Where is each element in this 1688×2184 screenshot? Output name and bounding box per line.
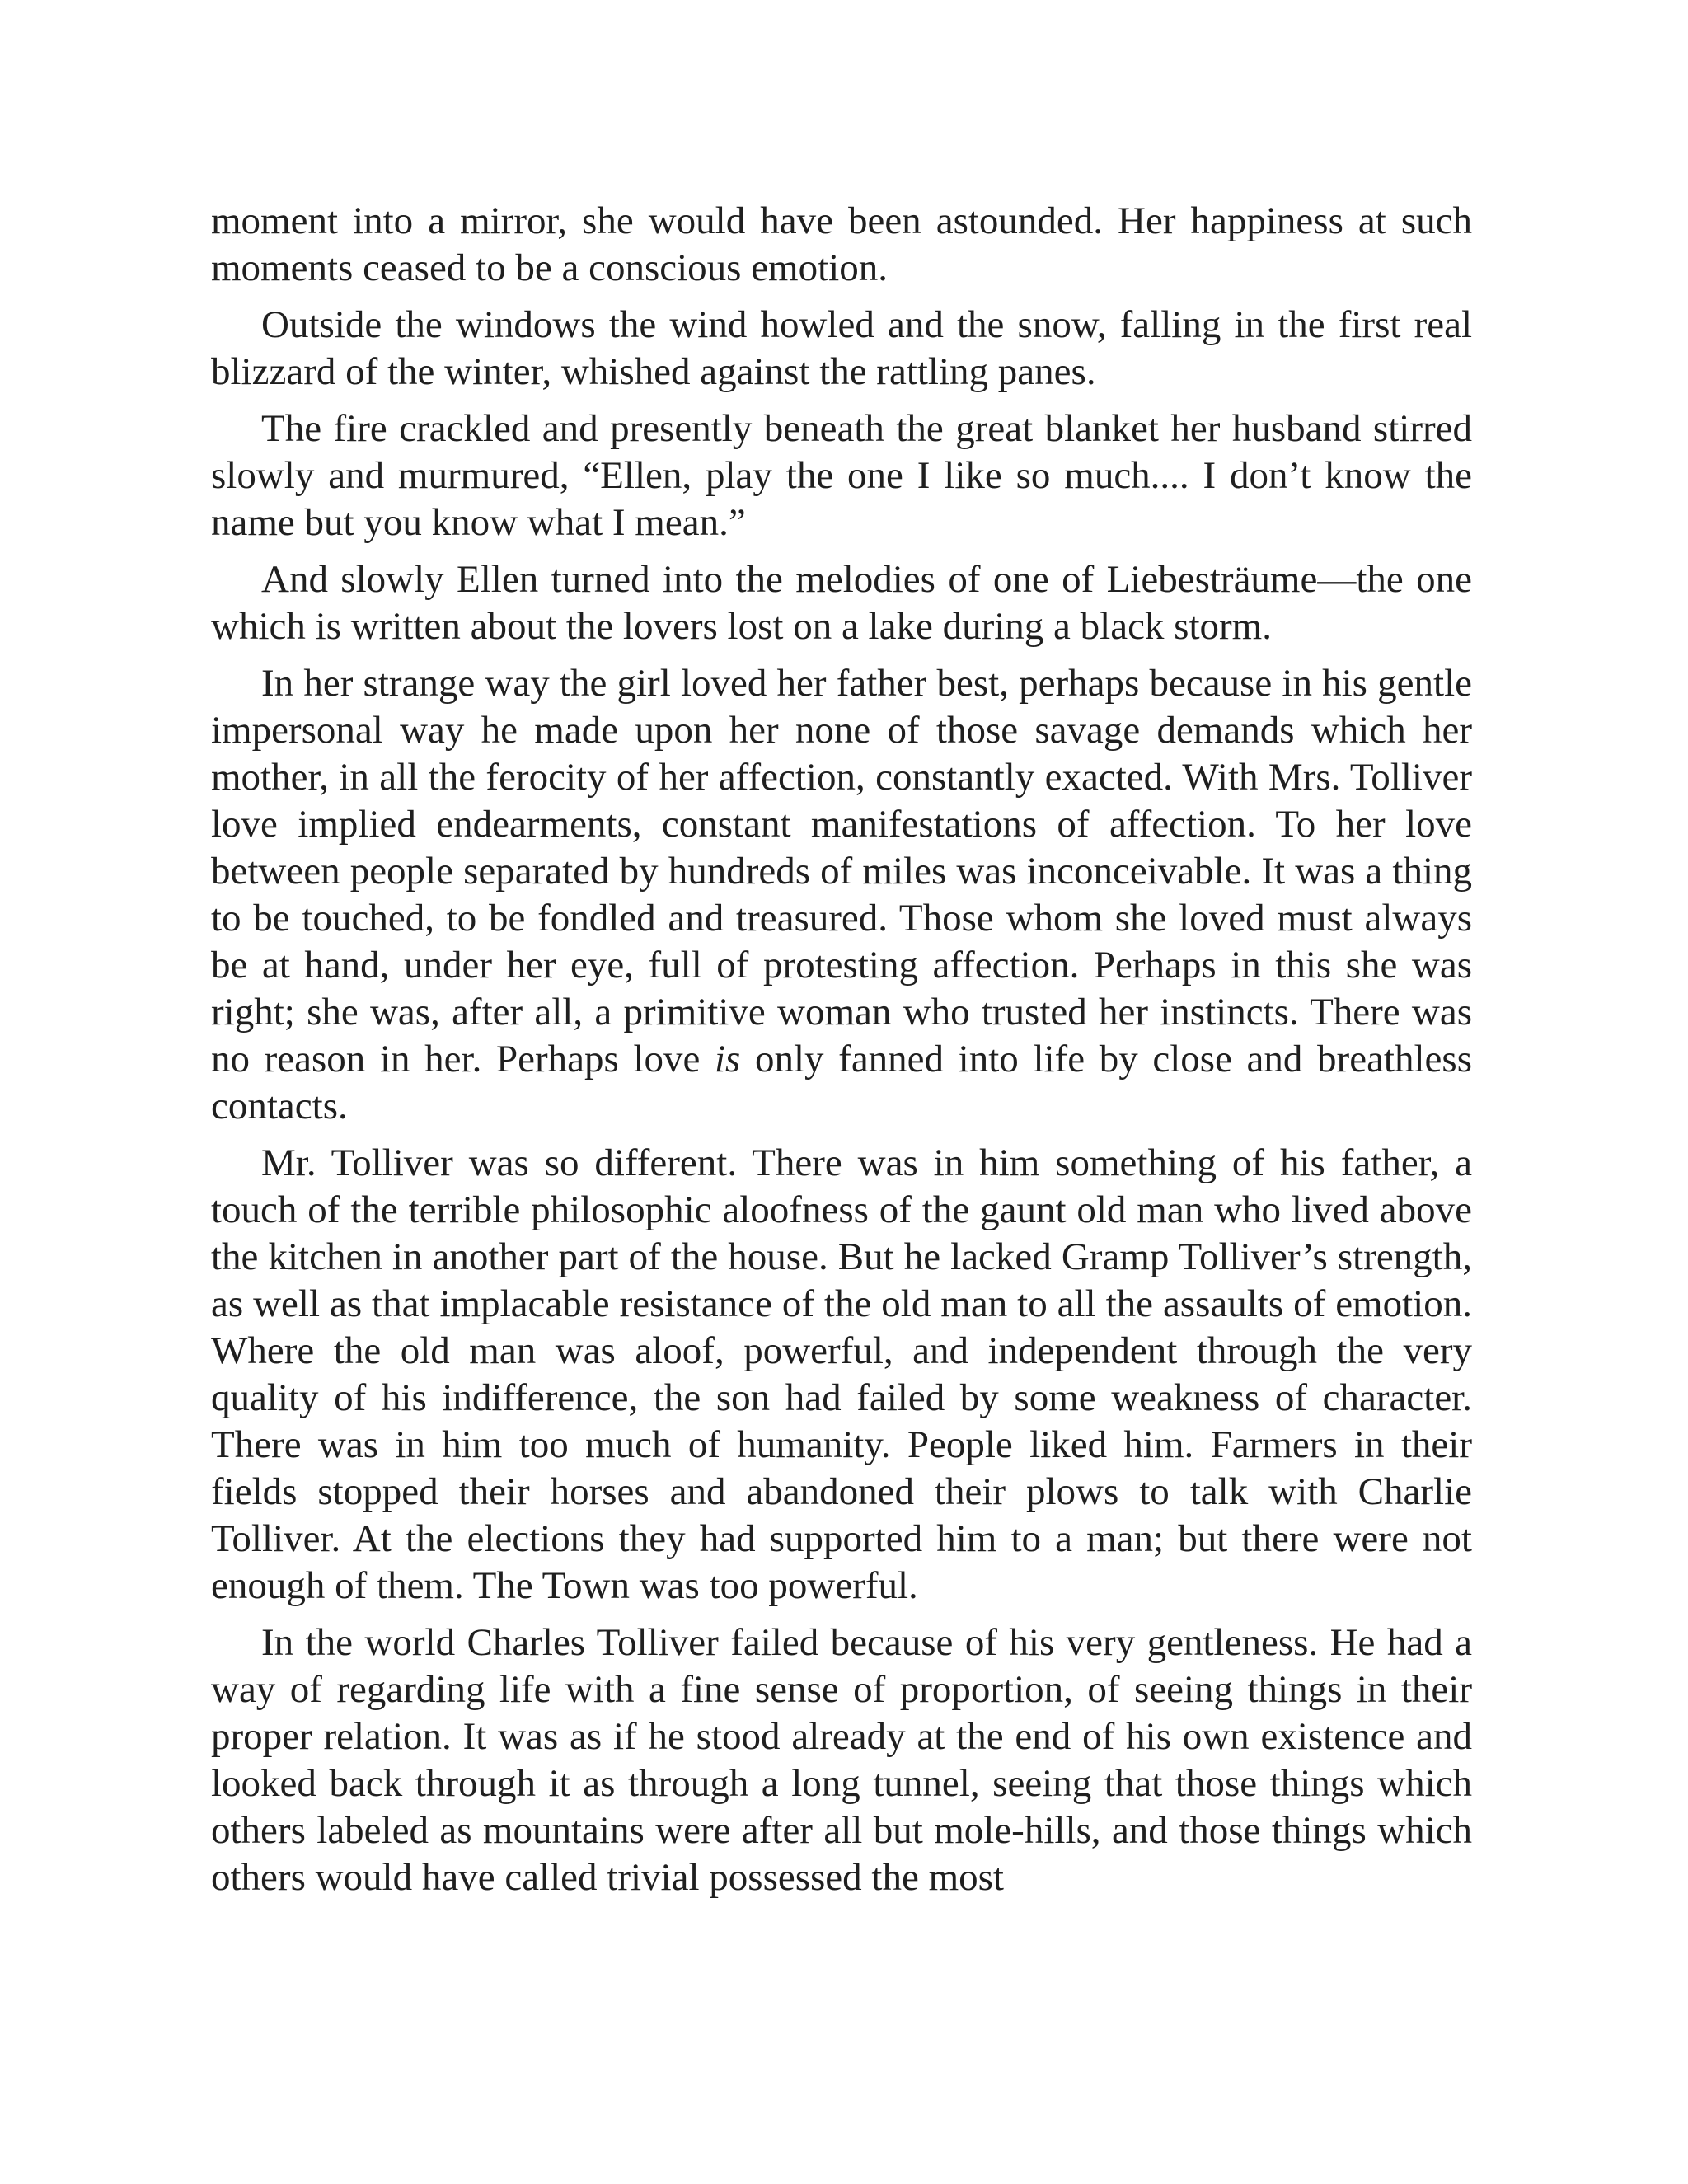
paragraph-liebestraume: And slowly Ellen turned into the melodies of one of Liebesträume—the one which is written about the lovers lost on a lake during a black storm. <box>211 558 1472 648</box>
paragraph-father-text-end: only fanned into life by close and breathless contacts. <box>211 1038 1472 1127</box>
paragraph-fire: The fire crackled and presently beneath the great blanket her husband stirred slowly and murmured, “Ellen, play the one I like so much.... I don’t know the name but you know what I mean.” <box>211 407 1472 544</box>
document-page <box>211 198 1472 1911</box>
paragraph-father <box>211 660 1472 1130</box>
paragraph-father-text: In her strange way the girl loved her father best, perhaps because in his gentle impersonal way he made upon her none of those savage demands which her mother, in all the ferocity of her affection, constantly exacted. With Mrs. Tolliver love implied endearments, constant manifestations of affection. To her love between people separated by hundreds of miles was inconceivable. It was a thing to be touched, to be fondled and treasured. Those whom she loved must always be at hand, under her eye, full of protesting affection. Perhaps in this she was right; she was, after all, a primitive woman who trusted her instincts. There was no reason in her. Perhaps love <box>211 662 1472 1080</box>
paragraph-blizzard: Outside the windows the wind howled and the snow, falling in the first real blizzard of the winter, whished against the rattling panes. <box>211 303 1472 393</box>
paragraph-mr-tolliver: Mr. Tolliver was so different. There was in him something of his father, a touch of the terrible philosophic aloofness of the gaunt old man who lived above the kitchen in another part of the house. But he lacked Gramp Tolliver’s strength, as well as that implacable resistance of the old man to all the assaults of emotion. Where the old man was aloof, powerful, and independent through the very quality of his indifference, the son had failed by some weakness of character. There was in him too much of humanity. People liked him. Farmers in their fields stopped their horses and abandoned their plows to talk with Charlie Tolliver. At the elections they had supported him to a man; but there were not enough of them. The Town was too powerful. <box>211 1141 1472 1607</box>
paragraph-charles-tolliver: In the world Charles Tolliver failed because of his very gentleness. He had a way of regarding life with a fine sense of proportion, of seeing things in their proper relation. It was as if he stood already at the end of his own existence and looked back through it as through a long tunnel, seeing that those things which others labeled as mountains were after all but mole-hills, and those things which others would have called trivial possessed the most <box>211 1621 1472 1899</box>
paragraph-father-italic: is <box>714 1038 741 1080</box>
paragraph-continued: moment into a mirror, she would have been astounded. Her happiness at such moments ceased to be a conscious emotion. <box>211 199 1472 289</box>
